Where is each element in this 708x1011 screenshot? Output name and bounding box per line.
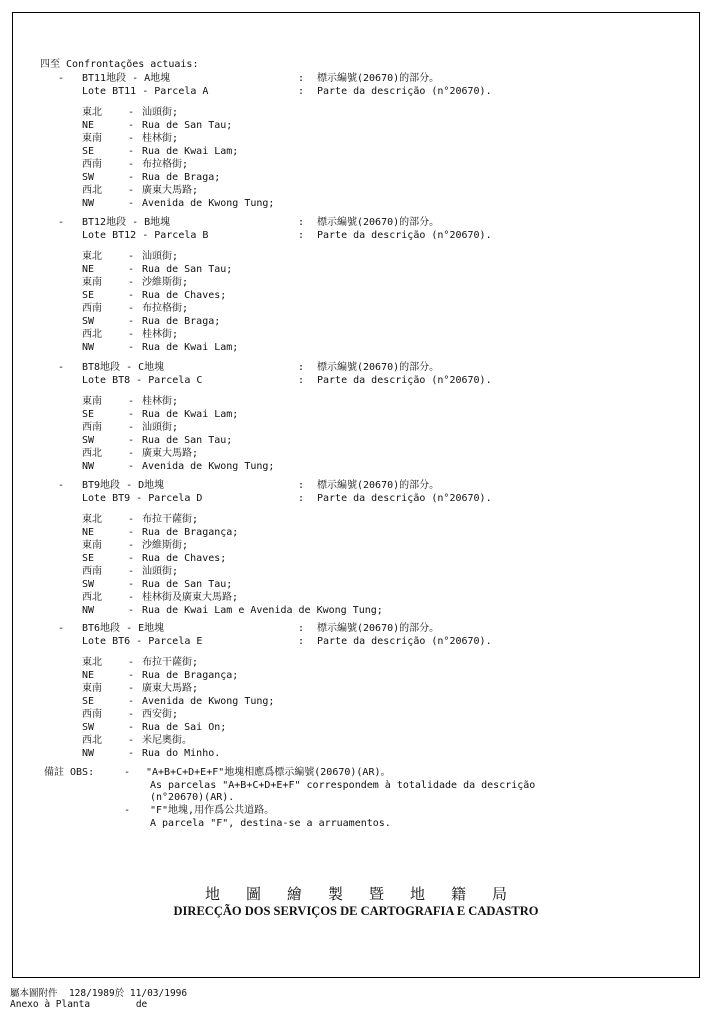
lot-bullet: - (58, 623, 65, 634)
boundary-dash: - (128, 409, 135, 420)
lot-desc-colon: : (298, 623, 305, 634)
boundary-dash: - (128, 342, 135, 353)
lot-desc-colon: : (298, 86, 305, 97)
boundary-street: Rua de Braga; (142, 172, 221, 183)
note-pt: A parcela "F", destina-se a arruamentos. (150, 818, 391, 829)
lot-desc-pt: Parte da descrição (n°20670). (317, 493, 492, 504)
boundary-direction: 東北 (82, 251, 102, 262)
boundary-dash: - (128, 683, 135, 694)
boundary-street: 沙維斯街; (142, 540, 189, 551)
boundary-street: 汕頭街; (142, 251, 179, 262)
boundary-direction: NE (82, 120, 95, 131)
lot-name-pt: Lote BT12 - Parcela B (82, 230, 209, 241)
boundary-direction: 東南 (82, 396, 102, 407)
boundary-dash: - (128, 198, 135, 209)
boundary-dash: - (128, 303, 135, 314)
boundary-dash: - (128, 264, 135, 275)
boundary-direction: 東南 (82, 683, 102, 694)
boundary-street: 汕頭街; (142, 107, 179, 118)
footer-annex-pt: Anexo à Planta de (10, 999, 148, 1010)
note-bullet: - (124, 805, 131, 816)
boundary-direction: 西南 (82, 422, 102, 433)
boundary-street: Rua de San Tau; (142, 435, 233, 446)
note-zh: "F"地塊,用作爲公共道路。 (150, 805, 275, 816)
boundary-direction: 東南 (82, 133, 102, 144)
boundary-street: Rua de San Tau; (142, 264, 233, 275)
boundary-street: Rua de Chaves; (142, 553, 227, 564)
boundary-direction: SW (82, 722, 95, 733)
boundary-street: 廣東大馬路; (142, 448, 199, 459)
boundary-direction: NE (82, 264, 95, 275)
boundary-street: Rua de Kwai Lam; (142, 342, 239, 353)
boundary-street: Avenida de Kwong Tung; (142, 198, 275, 209)
lot-desc-pt: Parte da descrição (n°20670). (317, 636, 492, 647)
boundary-direction: NW (82, 748, 95, 759)
boundary-dash: - (128, 514, 135, 525)
boundary-street: Rua de Chaves; (142, 290, 227, 301)
boundary-dash: - (128, 133, 135, 144)
lot-name-pt: Lote BT9 - Parcela D (82, 493, 203, 504)
boundary-street: 汕頭街; (142, 422, 179, 433)
boundary-dash: - (128, 396, 135, 407)
lot-desc-colon: : (298, 493, 305, 504)
boundary-dash: - (128, 120, 135, 131)
lot-desc-colon: : (298, 217, 305, 228)
boundary-direction: SW (82, 316, 95, 327)
lot-desc-zh: 標示編號(20670)的部分。 (317, 217, 440, 228)
boundary-dash: - (128, 527, 135, 538)
lot-name-zh: BT6地段 - E地塊 (82, 623, 165, 634)
boundary-dash: - (128, 435, 135, 446)
boundary-street: Rua de Braga; (142, 316, 221, 327)
lot-desc-pt: Parte da descrição (n°20670). (317, 86, 492, 97)
lot-desc-pt: Parte da descrição (n°20670). (317, 230, 492, 241)
boundary-dash: - (128, 748, 135, 759)
boundary-direction: NE (82, 670, 95, 681)
boundary-dash: - (128, 657, 135, 668)
boundary-dash: - (128, 553, 135, 564)
boundary-direction: 西南 (82, 303, 102, 314)
boundary-dash: - (128, 107, 135, 118)
lot-desc-colon: : (298, 73, 305, 84)
boundary-direction: SW (82, 579, 95, 590)
boundary-direction: 西南 (82, 159, 102, 170)
boundary-direction: 西北 (82, 329, 102, 340)
boundary-dash: - (128, 605, 135, 616)
lot-name-zh: BT12地段 - B地塊 (82, 217, 171, 228)
lot-desc-colon: : (298, 636, 305, 647)
boundary-dash: - (128, 566, 135, 577)
lot-name-pt: Lote BT8 - Parcela C (82, 375, 203, 386)
heading-label: 四至 Confrontações actuais: (40, 59, 199, 70)
boundary-street: Avenida de Kwong Tung; (142, 696, 275, 707)
agency-name-zh: 地圖繪製暨地籍局 (204, 885, 533, 903)
notes-label: 備註 OBS: (44, 767, 95, 778)
boundary-street: 桂林街; (142, 133, 179, 144)
boundary-street: Rua de Kwai Lam; (142, 146, 239, 157)
boundary-street: 布拉干薩街; (142, 657, 199, 668)
boundary-street: 西安街; (142, 709, 179, 720)
boundary-street: 布拉干薩街; (142, 514, 199, 525)
boundary-dash: - (128, 290, 135, 301)
boundary-direction: 西北 (82, 448, 102, 459)
lot-name-zh: BT11地段 - A地塊 (82, 73, 171, 84)
boundary-direction: NW (82, 605, 95, 616)
boundary-street: Rua de Bragança; (142, 527, 239, 538)
boundary-direction: 西北 (82, 592, 102, 603)
boundary-street: 米尼奧街。 (142, 735, 192, 746)
boundary-direction: NW (82, 198, 95, 209)
boundary-direction: NW (82, 461, 95, 472)
boundary-street: 沙維斯街; (142, 277, 189, 288)
note-pt: As parcelas "A+B+C+D+E+F" correspondem à totalidade da descrição (150, 780, 536, 791)
boundary-dash: - (128, 592, 135, 603)
boundary-street: 桂林街; (142, 396, 179, 407)
boundary-dash: - (128, 316, 135, 327)
boundary-dash: - (128, 146, 135, 157)
lot-desc-zh: 標示編號(20670)的部分。 (317, 480, 440, 491)
boundary-street: Rua de Kwai Lam e Avenida de Kwong Tung; (142, 605, 383, 616)
boundary-direction: SW (82, 435, 95, 446)
boundary-street: Rua de San Tau; (142, 120, 233, 131)
lot-name-pt: Lote BT6 - Parcela E (82, 636, 203, 647)
lot-desc-colon: : (298, 362, 305, 373)
boundary-direction: 西北 (82, 185, 102, 196)
boundary-street: 桂林街及廣東大馬路; (142, 592, 239, 603)
boundary-street: 布拉格街; (142, 303, 189, 314)
boundary-dash: - (128, 422, 135, 433)
lot-name-zh: BT8地段 - C地塊 (82, 362, 165, 373)
boundary-dash: - (128, 448, 135, 459)
boundary-street: 汕頭街; (142, 566, 179, 577)
boundary-dash: - (128, 540, 135, 551)
boundary-street: Rua de Kwai Lam; (142, 409, 239, 420)
lot-desc-zh: 標示編號(20670)的部分。 (317, 362, 440, 373)
boundary-direction: NW (82, 342, 95, 353)
boundary-dash: - (128, 277, 135, 288)
agency-name-pt: DIRECÇÃO DOS SERVIÇOS DE CARTOGRAFIA E CADASTRO (173, 904, 539, 918)
boundary-dash: - (128, 461, 135, 472)
boundary-direction: NE (82, 527, 95, 538)
boundary-direction: 東北 (82, 107, 102, 118)
boundary-dash: - (128, 579, 135, 590)
boundary-street: Avenida de Kwong Tung; (142, 461, 275, 472)
boundary-direction: SE (82, 409, 95, 420)
lot-desc-colon: : (298, 230, 305, 241)
boundary-direction: SE (82, 696, 95, 707)
boundary-street: Rua de Sai On; (142, 722, 227, 733)
boundary-dash: - (128, 329, 135, 340)
boundary-dash: - (128, 251, 135, 262)
lot-bullet: - (58, 73, 65, 84)
note-zh: "A+B+C+D+E+F"地塊相應爲標示編號(20670)(AR)。 (146, 767, 391, 778)
boundary-direction: 東南 (82, 540, 102, 551)
lot-desc-zh: 標示編號(20670)的部分。 (317, 73, 440, 84)
boundary-direction: 西北 (82, 735, 102, 746)
boundary-dash: - (128, 722, 135, 733)
boundary-dash: - (128, 735, 135, 746)
boundary-direction: 東北 (82, 514, 102, 525)
boundary-street: 廣東大馬路; (142, 683, 199, 694)
boundary-direction: 東北 (82, 657, 102, 668)
boundary-street: 廣東大馬路; (142, 185, 199, 196)
boundary-street: Rua de Bragança; (142, 670, 239, 681)
lot-desc-pt: Parte da descrição (n°20670). (317, 375, 492, 386)
lot-name-pt: Lote BT11 - Parcela A (82, 86, 209, 97)
boundary-dash: - (128, 670, 135, 681)
boundary-street: Rua de San Tau; (142, 579, 233, 590)
note-bullet: - (124, 767, 131, 778)
lot-desc-zh: 標示編號(20670)的部分。 (317, 623, 440, 634)
boundary-direction: SE (82, 146, 95, 157)
lot-bullet: - (58, 217, 65, 228)
lot-bullet: - (58, 362, 65, 373)
lot-desc-colon: : (298, 375, 305, 386)
boundary-dash: - (128, 172, 135, 183)
boundary-dash: - (128, 709, 135, 720)
lot-bullet: - (58, 480, 65, 491)
boundary-direction: SE (82, 290, 95, 301)
boundary-direction: 西南 (82, 566, 102, 577)
boundary-street: Rua do Minho. (142, 748, 221, 759)
boundary-street: 桂林街; (142, 329, 179, 340)
boundary-dash: - (128, 159, 135, 170)
note-pt: (n°20670)(AR). (150, 792, 235, 803)
footer-annex-zh: 屬本圖附件 128/1989於 11/03/1996 (10, 988, 188, 999)
boundary-direction: SW (82, 172, 95, 183)
boundary-direction: 西南 (82, 709, 102, 720)
lot-name-zh: BT9地段 - D地塊 (82, 480, 165, 491)
boundary-dash: - (128, 696, 135, 707)
boundary-direction: SE (82, 553, 95, 564)
lot-desc-colon: : (298, 480, 305, 491)
boundary-dash: - (128, 185, 135, 196)
boundary-street: 布拉格街; (142, 159, 189, 170)
boundary-direction: 東南 (82, 277, 102, 288)
